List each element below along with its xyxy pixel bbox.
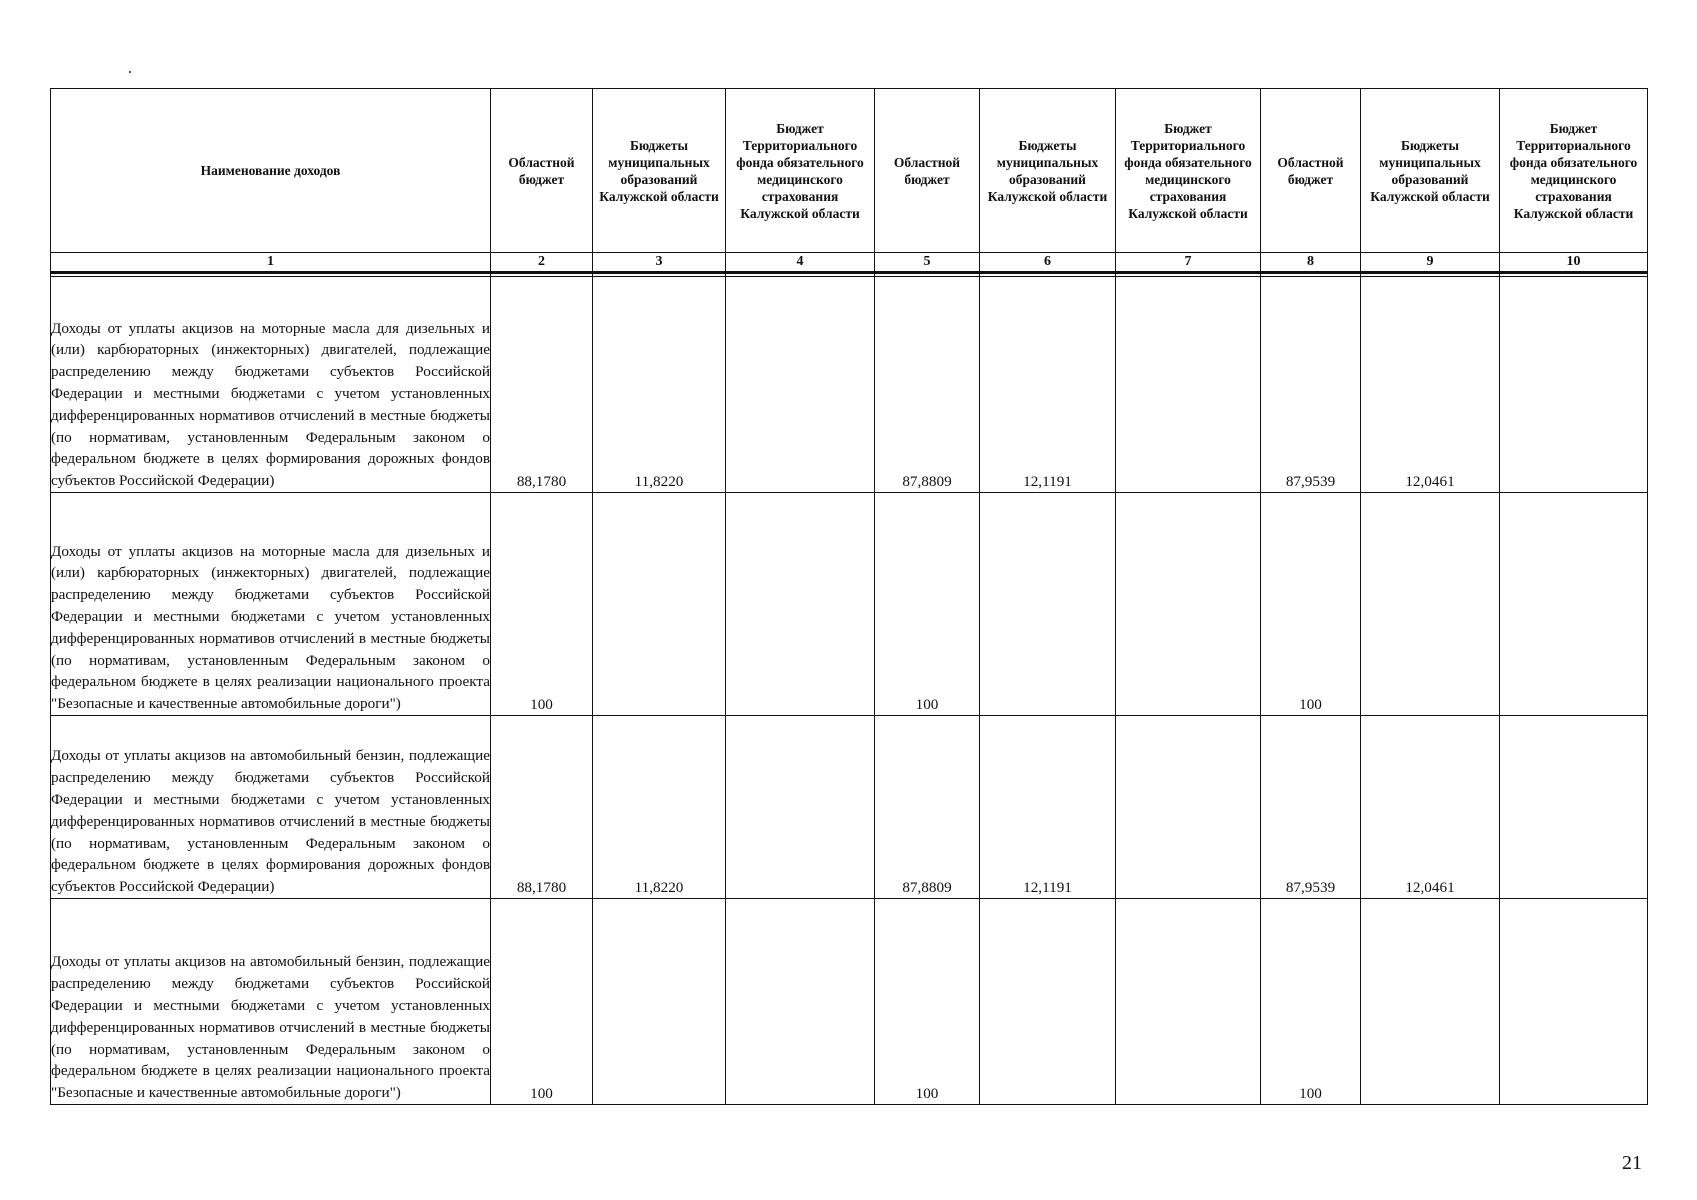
value-cell	[726, 277, 875, 493]
value-cell	[1500, 899, 1648, 1105]
value-cell	[726, 899, 875, 1105]
value-cell	[980, 899, 1116, 1105]
value-cell: 12,1191	[980, 277, 1116, 493]
value-cell	[1116, 899, 1261, 1105]
value-cell: 87,8809	[875, 277, 980, 493]
header-municipal-budgets: Бюджеты муниципальных образований Калужской области	[593, 89, 726, 253]
column-number: 10	[1500, 253, 1648, 273]
value-cell: 11,8220	[593, 277, 726, 493]
value-cell	[1500, 493, 1648, 716]
header-municipal-budgets: Бюджеты муниципальных образований Калужской области	[980, 89, 1116, 253]
column-number: 1	[51, 253, 491, 273]
value-cell	[1361, 493, 1500, 716]
value-cell: 88,1780	[491, 277, 593, 493]
header-municipal-budgets: Бюджеты муниципальных образований Калужской области	[1361, 89, 1500, 253]
table-row	[51, 899, 1648, 1105]
value-cell: 11,8220	[593, 716, 726, 899]
revenue-name-cell: Доходы от уплаты акцизов на автомобильный бензин, подлежащие распределению между бюджетами субъектов Российской Федерации и местными бюджетами с учетом установленных дифференцированных нормативов отчислений в местные бюджеты (по нормативам, установленным Федеральным законом о федеральном бюджете в целях формирования дорожных фондов субъектов Российской Федерации)	[51, 716, 491, 899]
table-row	[51, 277, 1648, 493]
value-cell	[980, 493, 1116, 716]
value-cell: 12,0461	[1361, 277, 1500, 493]
column-number-row	[51, 253, 1648, 273]
value-cell: 100	[1261, 493, 1361, 716]
value-cell	[593, 493, 726, 716]
value-cell: 12,0461	[1361, 716, 1500, 899]
column-number: 7	[1116, 253, 1261, 273]
column-number: 6	[980, 253, 1116, 273]
header-row	[51, 89, 1648, 253]
column-number: 4	[726, 253, 875, 273]
column-number: 2	[491, 253, 593, 273]
header-revenue-name: Наименование доходов	[51, 89, 491, 253]
value-cell	[726, 716, 875, 899]
value-cell	[593, 899, 726, 1105]
header-regional-budget: Областной бюджет	[491, 89, 593, 253]
table-row	[51, 493, 1648, 716]
column-number: 8	[1261, 253, 1361, 273]
scan-speck	[129, 71, 131, 73]
revenue-name-cell: Доходы от уплаты акцизов на моторные масла для дизельных и (или) карбюраторных (инжекторных) двигателей, подлежащие распределению между бюджетами субъектов Российской Федерации и местными бюджетами с учетом установленных дифференцированных нормативов отчислений в местные бюджеты (по нормативам, установленным Федеральным законом о федеральном бюджете в целях реализации национального проекта "Безопасные и качественные автомобильные дороги")	[51, 493, 491, 716]
header-health-insurance-fund: Бюджет Территориального фонда обязательного медицинского страхования Калужской области	[1116, 89, 1261, 253]
value-cell: 100	[491, 493, 593, 716]
revenue-name-cell: Доходы от уплаты акцизов на моторные масла для дизельных и (или) карбюраторных (инжекторных) двигателей, подлежащие распределению между бюджетами субъектов Российской Федерации и местными бюджетами с учетом установленных дифференцированных нормативов отчислений в местные бюджеты (по нормативам, установленным Федеральным законом о федеральном бюджете в целях формирования дорожных фондов субъектов Российской Федерации)	[51, 277, 491, 493]
header-health-insurance-fund: Бюджет Территориального фонда обязательного медицинского страхования Калужской области	[1500, 89, 1648, 253]
header-regional-budget: Областной бюджет	[875, 89, 980, 253]
value-cell: 100	[491, 899, 593, 1105]
value-cell: 12,1191	[980, 716, 1116, 899]
value-cell	[1500, 277, 1648, 493]
value-cell	[1361, 899, 1500, 1105]
column-number: 5	[875, 253, 980, 273]
value-cell: 87,8809	[875, 716, 980, 899]
value-cell: 87,9539	[1261, 277, 1361, 493]
value-cell: 100	[1261, 899, 1361, 1105]
value-cell	[1116, 716, 1261, 899]
value-cell: 100	[875, 493, 980, 716]
value-cell	[1500, 716, 1648, 899]
revenue-distribution-table	[50, 88, 1648, 1105]
value-cell	[1116, 277, 1261, 493]
value-cell: 100	[875, 899, 980, 1105]
header-health-insurance-fund: Бюджет Территориального фонда обязательного медицинского страхования Калужской области	[726, 89, 875, 253]
value-cell: 88,1780	[491, 716, 593, 899]
column-number: 9	[1361, 253, 1500, 273]
value-cell	[1116, 493, 1261, 716]
column-number: 3	[593, 253, 726, 273]
value-cell	[726, 493, 875, 716]
table-row	[51, 716, 1648, 899]
header-regional-budget: Областной бюджет	[1261, 89, 1361, 253]
value-cell: 87,9539	[1261, 716, 1361, 899]
revenue-name-cell: Доходы от уплаты акцизов на автомобильный бензин, подлежащие распределению между бюджетами субъектов Российской Федерации и местными бюджетами с учетом установленных дифференцированных нормативов отчислений в местные бюджеты (по нормативам, установленным Федеральным законом о федеральном бюджете в целях реализации национального проекта "Безопасные и качественные автомобильные дороги")	[51, 899, 491, 1105]
page-number: 21	[1622, 1152, 1642, 1174]
